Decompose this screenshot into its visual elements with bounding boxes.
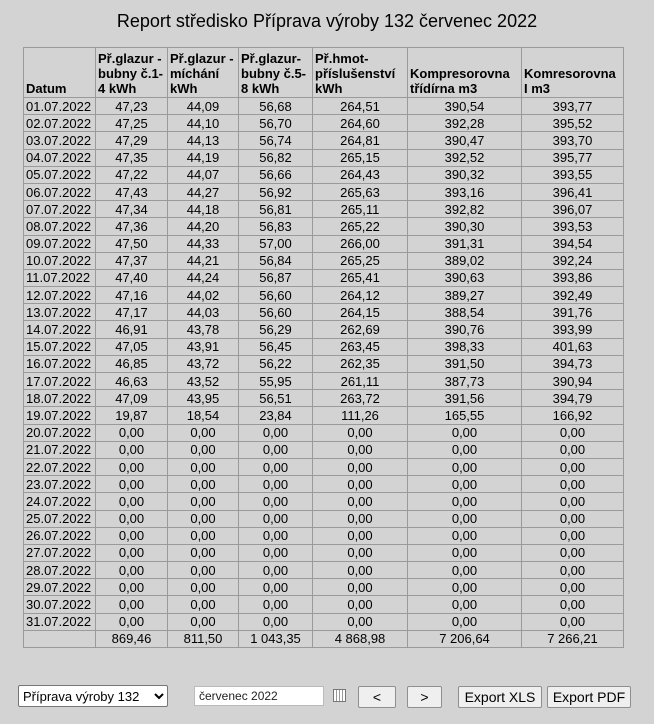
value-cell: 391,56 xyxy=(408,390,522,407)
value-cell: 23,84 xyxy=(239,407,313,424)
value-cell: 393,16 xyxy=(408,183,522,200)
value-cell: 56,60 xyxy=(239,304,313,321)
value-cell: 393,53 xyxy=(522,218,624,235)
value-cell: 165,55 xyxy=(408,407,522,424)
value-cell: 0,00 xyxy=(168,527,239,544)
table-row xyxy=(24,441,624,458)
value-cell: 395,77 xyxy=(522,149,624,166)
value-cell: 0,00 xyxy=(408,476,522,493)
value-cell: 0,00 xyxy=(408,544,522,561)
table-row xyxy=(24,132,624,149)
value-cell: 264,51 xyxy=(313,98,408,115)
value-cell: 56,84 xyxy=(239,252,313,269)
value-cell: 47,29 xyxy=(96,132,168,149)
column-header-glazur-bubny-1-4: Př.glazur - bubny č.1-4 kWh xyxy=(96,48,168,98)
value-cell: 0,00 xyxy=(522,613,624,630)
table-row xyxy=(24,390,624,407)
table-row xyxy=(24,476,624,493)
value-cell: 0,00 xyxy=(408,579,522,596)
value-cell: 265,11 xyxy=(313,201,408,218)
value-cell: 0,00 xyxy=(239,441,313,458)
value-cell: 43,95 xyxy=(168,390,239,407)
value-cell: 0,00 xyxy=(96,579,168,596)
date-cell: 24.07.2022 xyxy=(24,493,96,510)
value-cell: 263,72 xyxy=(313,390,408,407)
value-cell: 0,00 xyxy=(168,493,239,510)
table-row xyxy=(24,527,624,544)
value-cell: 392,28 xyxy=(408,115,522,132)
date-cell: 04.07.2022 xyxy=(24,149,96,166)
value-cell: 0,00 xyxy=(168,458,239,475)
value-cell: 44,13 xyxy=(168,132,239,149)
value-cell: 44,07 xyxy=(168,166,239,183)
date-cell: 15.07.2022 xyxy=(24,338,96,355)
value-cell: 47,35 xyxy=(96,149,168,166)
value-cell: 44,20 xyxy=(168,218,239,235)
value-cell: 393,55 xyxy=(522,166,624,183)
value-cell: 0,00 xyxy=(408,596,522,613)
value-cell: 389,27 xyxy=(408,287,522,304)
value-cell: 390,54 xyxy=(408,98,522,115)
column-header-glazur-bubny-5-8: Př.glazur-bubny č.5-8 kWh xyxy=(239,48,313,98)
value-cell: 0,00 xyxy=(96,527,168,544)
value-cell: 47,37 xyxy=(96,252,168,269)
value-cell: 56,45 xyxy=(239,338,313,355)
value-cell: 0,00 xyxy=(168,424,239,441)
value-cell: 0,00 xyxy=(239,596,313,613)
date-cell: 18.07.2022 xyxy=(24,390,96,407)
export-xls-button[interactable]: Export XLS xyxy=(458,686,542,708)
value-cell: 0,00 xyxy=(408,510,522,527)
date-cell: 22.07.2022 xyxy=(24,458,96,475)
table-row xyxy=(24,373,624,390)
calendar-icon[interactable] xyxy=(333,689,346,702)
value-cell: 47,40 xyxy=(96,269,168,286)
table-row xyxy=(24,579,624,596)
value-cell: 0,00 xyxy=(239,510,313,527)
value-cell: 395,52 xyxy=(522,115,624,132)
value-cell: 0,00 xyxy=(96,562,168,579)
value-cell: 56,29 xyxy=(239,321,313,338)
value-cell: 47,16 xyxy=(96,287,168,304)
value-cell: 264,15 xyxy=(313,304,408,321)
value-cell: 47,17 xyxy=(96,304,168,321)
value-cell: 0,00 xyxy=(168,579,239,596)
value-cell: 390,30 xyxy=(408,218,522,235)
table-row xyxy=(24,218,624,235)
value-cell: 0,00 xyxy=(239,424,313,441)
value-cell: 56,60 xyxy=(239,287,313,304)
value-cell: 0,00 xyxy=(522,527,624,544)
value-cell: 0,00 xyxy=(239,458,313,475)
value-cell: 47,22 xyxy=(96,166,168,183)
value-cell: 0,00 xyxy=(96,424,168,441)
value-cell: 0,00 xyxy=(239,562,313,579)
value-cell: 392,82 xyxy=(408,201,522,218)
column-header-date: Datum xyxy=(24,48,96,98)
value-cell: 391,50 xyxy=(408,355,522,372)
value-cell: 0,00 xyxy=(96,596,168,613)
date-cell: 28.07.2022 xyxy=(24,562,96,579)
value-cell: 44,24 xyxy=(168,269,239,286)
value-cell: 0,00 xyxy=(313,493,408,510)
value-cell: 56,22 xyxy=(239,355,313,372)
value-cell: 394,79 xyxy=(522,390,624,407)
value-cell: 47,43 xyxy=(96,183,168,200)
value-cell: 0,00 xyxy=(408,458,522,475)
date-cell: 17.07.2022 xyxy=(24,373,96,390)
total-cell: 1 043,35 xyxy=(239,630,313,647)
value-cell: 47,09 xyxy=(96,390,168,407)
table-row xyxy=(24,321,624,338)
value-cell: 56,83 xyxy=(239,218,313,235)
date-cell: 07.07.2022 xyxy=(24,201,96,218)
total-cell: 811,50 xyxy=(168,630,239,647)
date-cell: 19.07.2022 xyxy=(24,407,96,424)
value-cell: 166,92 xyxy=(522,407,624,424)
value-cell: 0,00 xyxy=(96,476,168,493)
value-cell: 0,00 xyxy=(408,493,522,510)
table-row xyxy=(24,166,624,183)
header-row xyxy=(24,48,624,98)
value-cell: 389,02 xyxy=(408,252,522,269)
value-cell: 0,00 xyxy=(168,510,239,527)
value-cell: 47,23 xyxy=(96,98,168,115)
date-cell: 09.07.2022 xyxy=(24,235,96,252)
value-cell: 0,00 xyxy=(522,579,624,596)
value-cell: 0,00 xyxy=(168,613,239,630)
table-row xyxy=(24,287,624,304)
value-cell: 47,50 xyxy=(96,235,168,252)
value-cell: 44,18 xyxy=(168,201,239,218)
total-cell: 7 266,21 xyxy=(522,630,624,647)
report-table xyxy=(23,47,624,648)
value-cell: 393,86 xyxy=(522,269,624,286)
value-cell: 0,00 xyxy=(168,441,239,458)
value-cell: 0,00 xyxy=(313,424,408,441)
value-cell: 44,33 xyxy=(168,235,239,252)
value-cell: 0,00 xyxy=(239,476,313,493)
value-cell: 393,99 xyxy=(522,321,624,338)
value-cell: 56,51 xyxy=(239,390,313,407)
column-header-glazur-michani: Př.glazur - míchání kWh xyxy=(168,48,239,98)
value-cell: 0,00 xyxy=(408,562,522,579)
value-cell: 0,00 xyxy=(522,476,624,493)
value-cell: 261,11 xyxy=(313,373,408,390)
date-cell: 16.07.2022 xyxy=(24,355,96,372)
value-cell: 44,03 xyxy=(168,304,239,321)
value-cell: 394,54 xyxy=(522,235,624,252)
value-cell: 393,77 xyxy=(522,98,624,115)
value-cell: 43,52 xyxy=(168,373,239,390)
value-cell: 47,25 xyxy=(96,115,168,132)
table-row xyxy=(24,424,624,441)
value-cell: 398,33 xyxy=(408,338,522,355)
date-cell: 23.07.2022 xyxy=(24,476,96,493)
date-cell: 31.07.2022 xyxy=(24,613,96,630)
table-row xyxy=(24,613,624,630)
date-cell: 02.07.2022 xyxy=(24,115,96,132)
prev-month-button[interactable]: < xyxy=(358,686,396,708)
table-row xyxy=(24,149,624,166)
date-cell: 26.07.2022 xyxy=(24,527,96,544)
next-month-button[interactable]: > xyxy=(407,686,442,708)
date-cell: 11.07.2022 xyxy=(24,269,96,286)
value-cell: 390,63 xyxy=(408,269,522,286)
value-cell: 56,82 xyxy=(239,149,313,166)
value-cell: 264,81 xyxy=(313,132,408,149)
date-cell: 14.07.2022 xyxy=(24,321,96,338)
value-cell: 46,63 xyxy=(96,373,168,390)
value-cell: 264,12 xyxy=(313,287,408,304)
value-cell: 266,00 xyxy=(313,235,408,252)
table-row xyxy=(24,269,624,286)
value-cell: 0,00 xyxy=(239,613,313,630)
value-cell: 0,00 xyxy=(313,458,408,475)
value-cell: 0,00 xyxy=(239,493,313,510)
date-cell: 25.07.2022 xyxy=(24,510,96,527)
value-cell: 55,95 xyxy=(239,373,313,390)
value-cell: 0,00 xyxy=(168,476,239,493)
value-cell: 0,00 xyxy=(522,544,624,561)
value-cell: 264,43 xyxy=(313,166,408,183)
value-cell: 0,00 xyxy=(408,424,522,441)
value-cell: 44,02 xyxy=(168,287,239,304)
table-row xyxy=(24,183,624,200)
value-cell: 265,41 xyxy=(313,269,408,286)
period-select[interactable] xyxy=(18,685,168,707)
value-cell: 0,00 xyxy=(239,579,313,596)
column-header-komresorovna-1: Komresorovna I m3 xyxy=(522,48,624,98)
value-cell: 0,00 xyxy=(522,596,624,613)
report-title: Report středisko Příprava výroby 132 červenec 2022 xyxy=(116,11,538,31)
value-cell: 0,00 xyxy=(522,562,624,579)
value-cell: 0,00 xyxy=(408,441,522,458)
value-cell: 0,00 xyxy=(168,596,239,613)
value-cell: 0,00 xyxy=(313,476,408,493)
value-cell: 0,00 xyxy=(522,441,624,458)
value-cell: 0,00 xyxy=(408,527,522,544)
value-cell: 396,07 xyxy=(522,201,624,218)
value-cell: 0,00 xyxy=(313,596,408,613)
value-cell: 392,49 xyxy=(522,287,624,304)
value-cell: 47,34 xyxy=(96,201,168,218)
value-cell: 0,00 xyxy=(239,544,313,561)
value-cell: 401,63 xyxy=(522,338,624,355)
date-cell: 30.07.2022 xyxy=(24,596,96,613)
value-cell: 0,00 xyxy=(313,441,408,458)
value-cell: 0,00 xyxy=(313,544,408,561)
value-cell: 0,00 xyxy=(522,510,624,527)
total-cell: 4 868,98 xyxy=(313,630,408,647)
value-cell: 262,35 xyxy=(313,355,408,372)
column-header-kompresorovna-tridirna: Kompresorovna třídírna m3 xyxy=(408,48,522,98)
value-cell: 44,10 xyxy=(168,115,239,132)
value-cell: 56,81 xyxy=(239,201,313,218)
date-cell: 01.07.2022 xyxy=(24,98,96,115)
date-cell: 10.07.2022 xyxy=(24,252,96,269)
value-cell: 388,54 xyxy=(408,304,522,321)
date-cell: 12.07.2022 xyxy=(24,287,96,304)
value-cell: 396,41 xyxy=(522,183,624,200)
value-cell: 56,70 xyxy=(239,115,313,132)
value-cell: 44,19 xyxy=(168,149,239,166)
value-cell: 265,63 xyxy=(313,183,408,200)
value-cell: 56,66 xyxy=(239,166,313,183)
value-cell: 0,00 xyxy=(313,613,408,630)
table-row xyxy=(24,510,624,527)
table-row xyxy=(24,338,624,355)
value-cell: 265,15 xyxy=(313,149,408,166)
date-cell: 06.07.2022 xyxy=(24,183,96,200)
value-cell: 262,69 xyxy=(313,321,408,338)
date-cell: 08.07.2022 xyxy=(24,218,96,235)
value-cell: 44,21 xyxy=(168,252,239,269)
value-cell: 56,92 xyxy=(239,183,313,200)
date-cell: 05.07.2022 xyxy=(24,166,96,183)
month-input[interactable] xyxy=(194,686,324,706)
export-pdf-button[interactable]: Export PDF xyxy=(547,686,631,708)
value-cell: 18,54 xyxy=(168,407,239,424)
table-row xyxy=(24,596,624,613)
totals-row xyxy=(24,630,624,647)
value-cell: 0,00 xyxy=(408,613,522,630)
value-cell: 43,91 xyxy=(168,338,239,355)
value-cell: 46,91 xyxy=(96,321,168,338)
value-cell: 0,00 xyxy=(96,544,168,561)
total-cell xyxy=(24,630,96,647)
value-cell: 111,26 xyxy=(313,407,408,424)
value-cell: 393,70 xyxy=(522,132,624,149)
value-cell: 390,32 xyxy=(408,166,522,183)
value-cell: 56,68 xyxy=(239,98,313,115)
date-cell: 03.07.2022 xyxy=(24,132,96,149)
table-row xyxy=(24,98,624,115)
value-cell: 56,87 xyxy=(239,269,313,286)
date-cell: 21.07.2022 xyxy=(24,441,96,458)
table-row xyxy=(24,304,624,321)
table-row xyxy=(24,407,624,424)
value-cell: 19,87 xyxy=(96,407,168,424)
table-row xyxy=(24,235,624,252)
table-row xyxy=(24,493,624,510)
table-row xyxy=(24,252,624,269)
value-cell: 390,76 xyxy=(408,321,522,338)
date-cell: 20.07.2022 xyxy=(24,424,96,441)
date-cell: 29.07.2022 xyxy=(24,579,96,596)
value-cell: 391,76 xyxy=(522,304,624,321)
value-cell: 0,00 xyxy=(96,510,168,527)
value-cell: 57,00 xyxy=(239,235,313,252)
value-cell: 0,00 xyxy=(313,579,408,596)
value-cell: 0,00 xyxy=(313,510,408,527)
value-cell: 265,25 xyxy=(313,252,408,269)
value-cell: 47,36 xyxy=(96,218,168,235)
value-cell: 0,00 xyxy=(522,493,624,510)
value-cell: 44,27 xyxy=(168,183,239,200)
total-cell: 7 206,64 xyxy=(408,630,522,647)
value-cell: 391,31 xyxy=(408,235,522,252)
value-cell: 0,00 xyxy=(239,527,313,544)
column-header-hmot-prislusenstvi: Př.hmot-příslušenství kWh xyxy=(313,48,408,98)
value-cell: 0,00 xyxy=(96,493,168,510)
value-cell: 265,22 xyxy=(313,218,408,235)
value-cell: 0,00 xyxy=(313,527,408,544)
value-cell: 394,73 xyxy=(522,355,624,372)
table-row xyxy=(24,458,624,475)
value-cell: 0,00 xyxy=(522,458,624,475)
value-cell: 264,60 xyxy=(313,115,408,132)
value-cell: 43,72 xyxy=(168,355,239,372)
table-row xyxy=(24,562,624,579)
value-cell: 0,00 xyxy=(168,562,239,579)
value-cell: 387,73 xyxy=(408,373,522,390)
table-row xyxy=(24,201,624,218)
table-row xyxy=(24,115,624,132)
value-cell: 0,00 xyxy=(96,613,168,630)
value-cell: 390,47 xyxy=(408,132,522,149)
value-cell: 46,85 xyxy=(96,355,168,372)
value-cell: 56,74 xyxy=(239,132,313,149)
value-cell: 263,45 xyxy=(313,338,408,355)
value-cell: 392,52 xyxy=(408,149,522,166)
value-cell: 0,00 xyxy=(168,544,239,561)
value-cell: 47,05 xyxy=(96,338,168,355)
value-cell: 0,00 xyxy=(522,424,624,441)
total-cell: 869,46 xyxy=(96,630,168,647)
table-row xyxy=(24,544,624,561)
value-cell: 43,78 xyxy=(168,321,239,338)
value-cell: 392,24 xyxy=(522,252,624,269)
value-cell: 0,00 xyxy=(313,562,408,579)
value-cell: 44,09 xyxy=(168,98,239,115)
value-cell: 0,00 xyxy=(96,441,168,458)
table-row xyxy=(24,355,624,372)
date-cell: 13.07.2022 xyxy=(24,304,96,321)
value-cell: 390,94 xyxy=(522,373,624,390)
date-cell: 27.07.2022 xyxy=(24,544,96,561)
value-cell: 0,00 xyxy=(96,458,168,475)
